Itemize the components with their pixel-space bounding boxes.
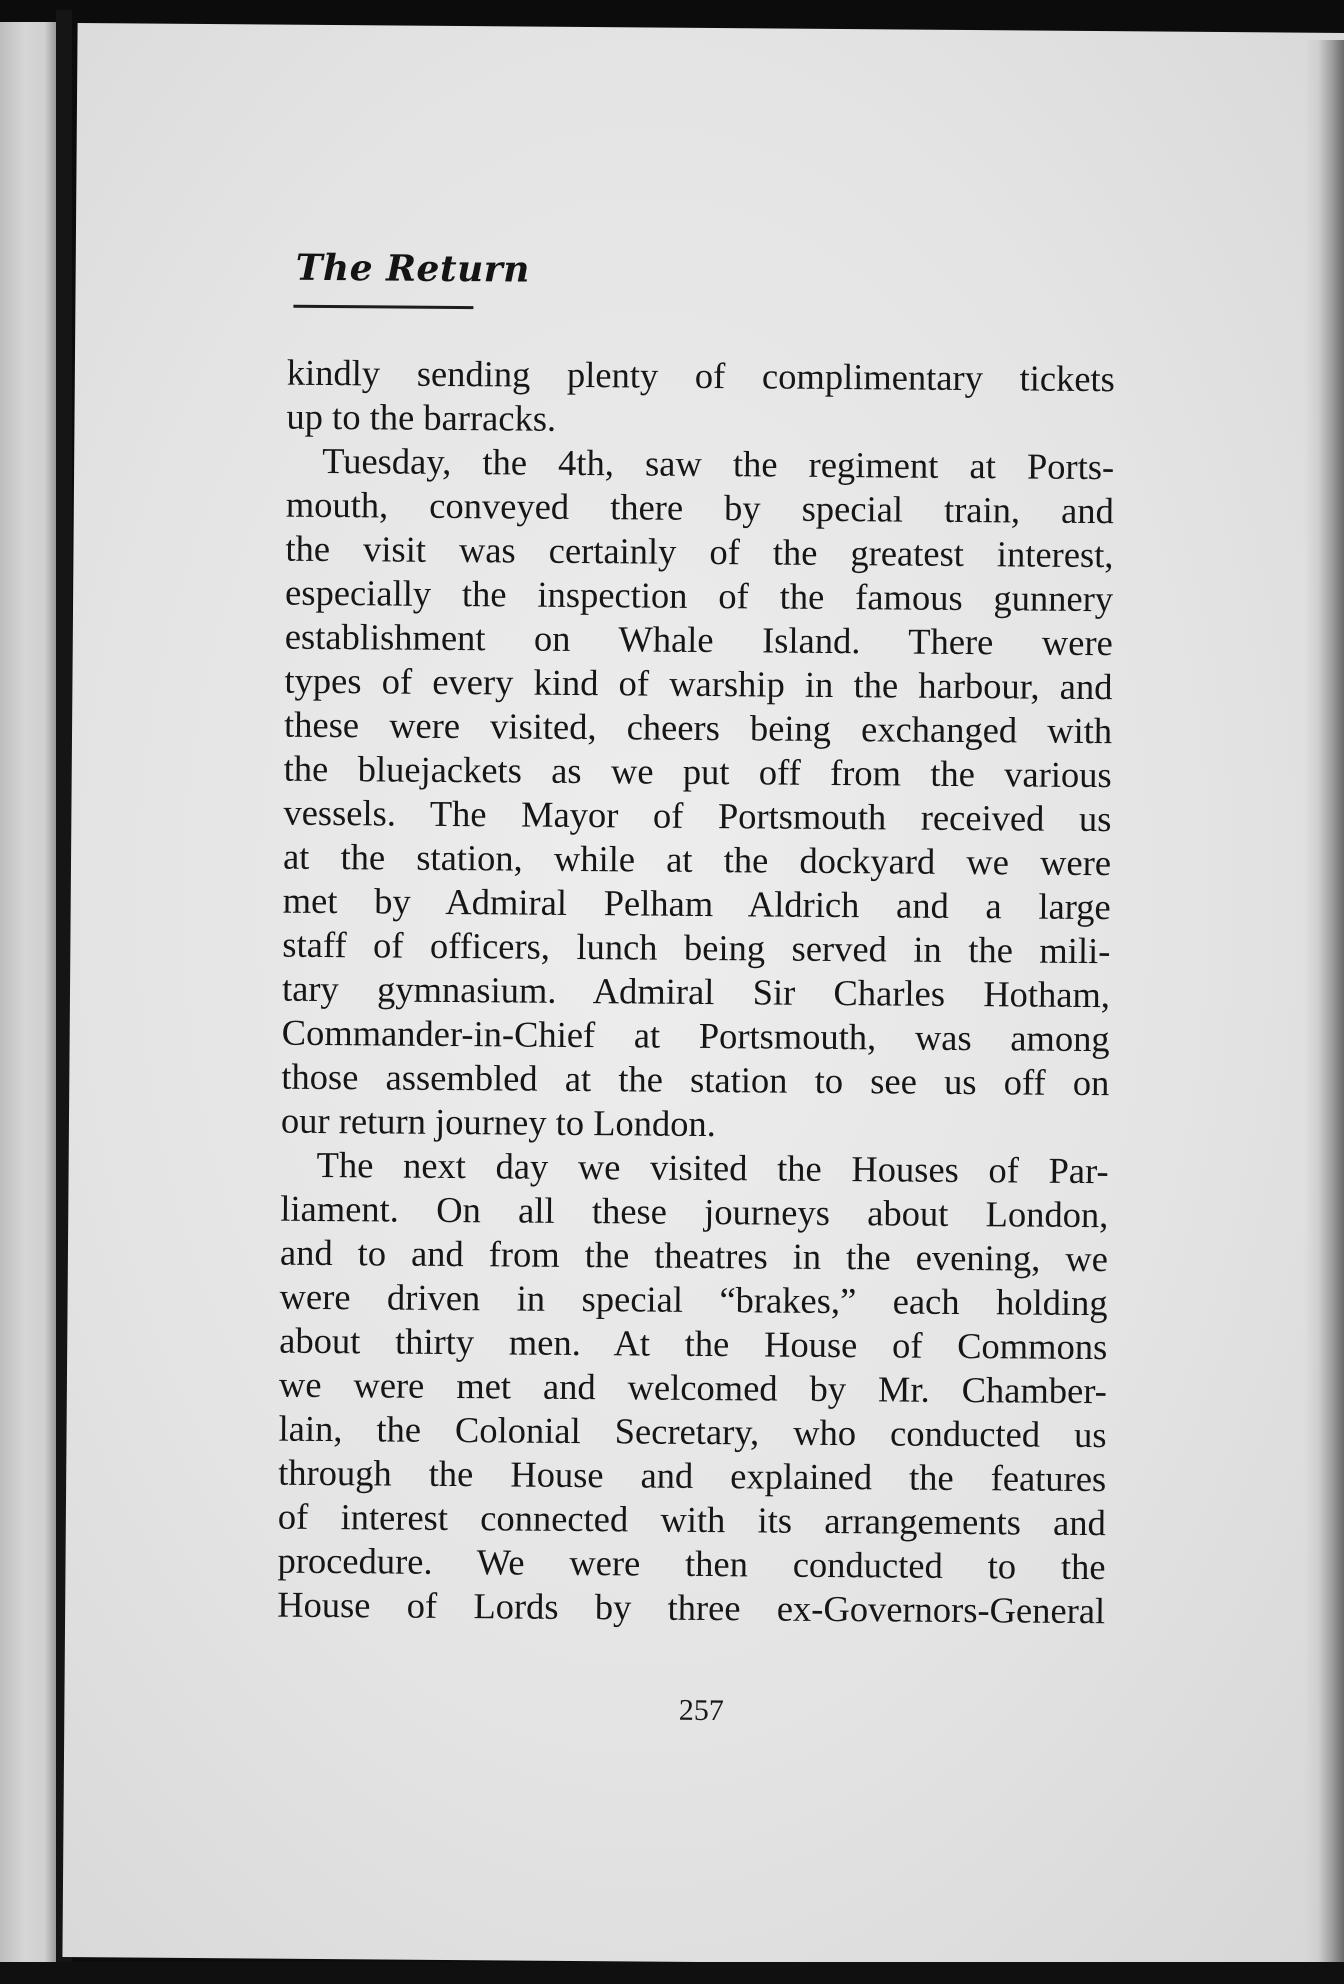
running-head: The Return (295, 246, 531, 291)
text-line: types of every kind of warship in the harbour, and (284, 659, 1113, 708)
text-line: at the station, while at the dockyard we were (282, 835, 1112, 884)
text-line: procedure. We were then conducted to the (277, 1539, 1106, 1588)
text-line: especially the inspection of the famous gunnery (284, 571, 1114, 620)
text-line: about thirty men. At the House of Commons (279, 1319, 1108, 1368)
text-line: liament. On all these journeys about London, (280, 1187, 1109, 1236)
text-line: Tuesday, the 4th, saw the regiment at Ports- (322, 439, 1115, 488)
page-stack-edge (1304, 40, 1344, 1984)
text-line: the bluejackets as we put off from the various (283, 747, 1112, 796)
body-text (277, 351, 1115, 1633)
text-line: House of Lords by three ex-Governors-General (277, 1583, 1106, 1632)
book-page (62, 23, 1344, 1967)
text-line: we were met and welcomed by Mr. Chamber- (278, 1363, 1108, 1412)
text-line: kindly sending plenty of complimentary tickets (286, 351, 1116, 400)
scan-border (0, 1962, 1344, 1984)
text-line: those assembled at the station to see us off on (281, 1055, 1110, 1104)
text-line: vessels. The Mayor of Portsmouth received us (283, 791, 1112, 840)
text-line: tary gymnasium. Admiral Sir Charles Hotham, (281, 967, 1111, 1016)
text-line: the visit was certainly of the greatest interest, (285, 527, 1114, 576)
text-line: establishment on Whale Island. There were (284, 615, 1113, 664)
text-line: these were visited, cheers being exchanged with (283, 703, 1113, 752)
text-line: mouth, conveyed there by special train, and (285, 483, 1114, 532)
text-line: Commander-in-Chief at Portsmouth, was among (281, 1011, 1110, 1060)
text-line: The next day we visited the Houses of Par- (316, 1143, 1109, 1192)
running-head-rule (293, 305, 473, 309)
text-line: up to the barracks. (286, 395, 557, 439)
text-line: staff of officers, lunch being served in the mili- (282, 923, 1111, 972)
facing-page-edge (0, 22, 56, 1962)
page-number: 257 (678, 1693, 725, 1728)
text-line: were driven in special “brakes,” each holding (279, 1275, 1108, 1324)
text-line: of interest connected with its arrangements and (277, 1495, 1107, 1544)
text-line: through the House and explained the features (278, 1451, 1107, 1500)
text-line: and to and from the theatres in the evening, we (279, 1231, 1109, 1280)
text-line: met by Admiral Pelham Aldrich and a large (282, 879, 1111, 928)
text-line: lain, the Colonial Secretary, who conducted us (278, 1407, 1107, 1456)
text-line: our return journey to London. (280, 1099, 717, 1145)
